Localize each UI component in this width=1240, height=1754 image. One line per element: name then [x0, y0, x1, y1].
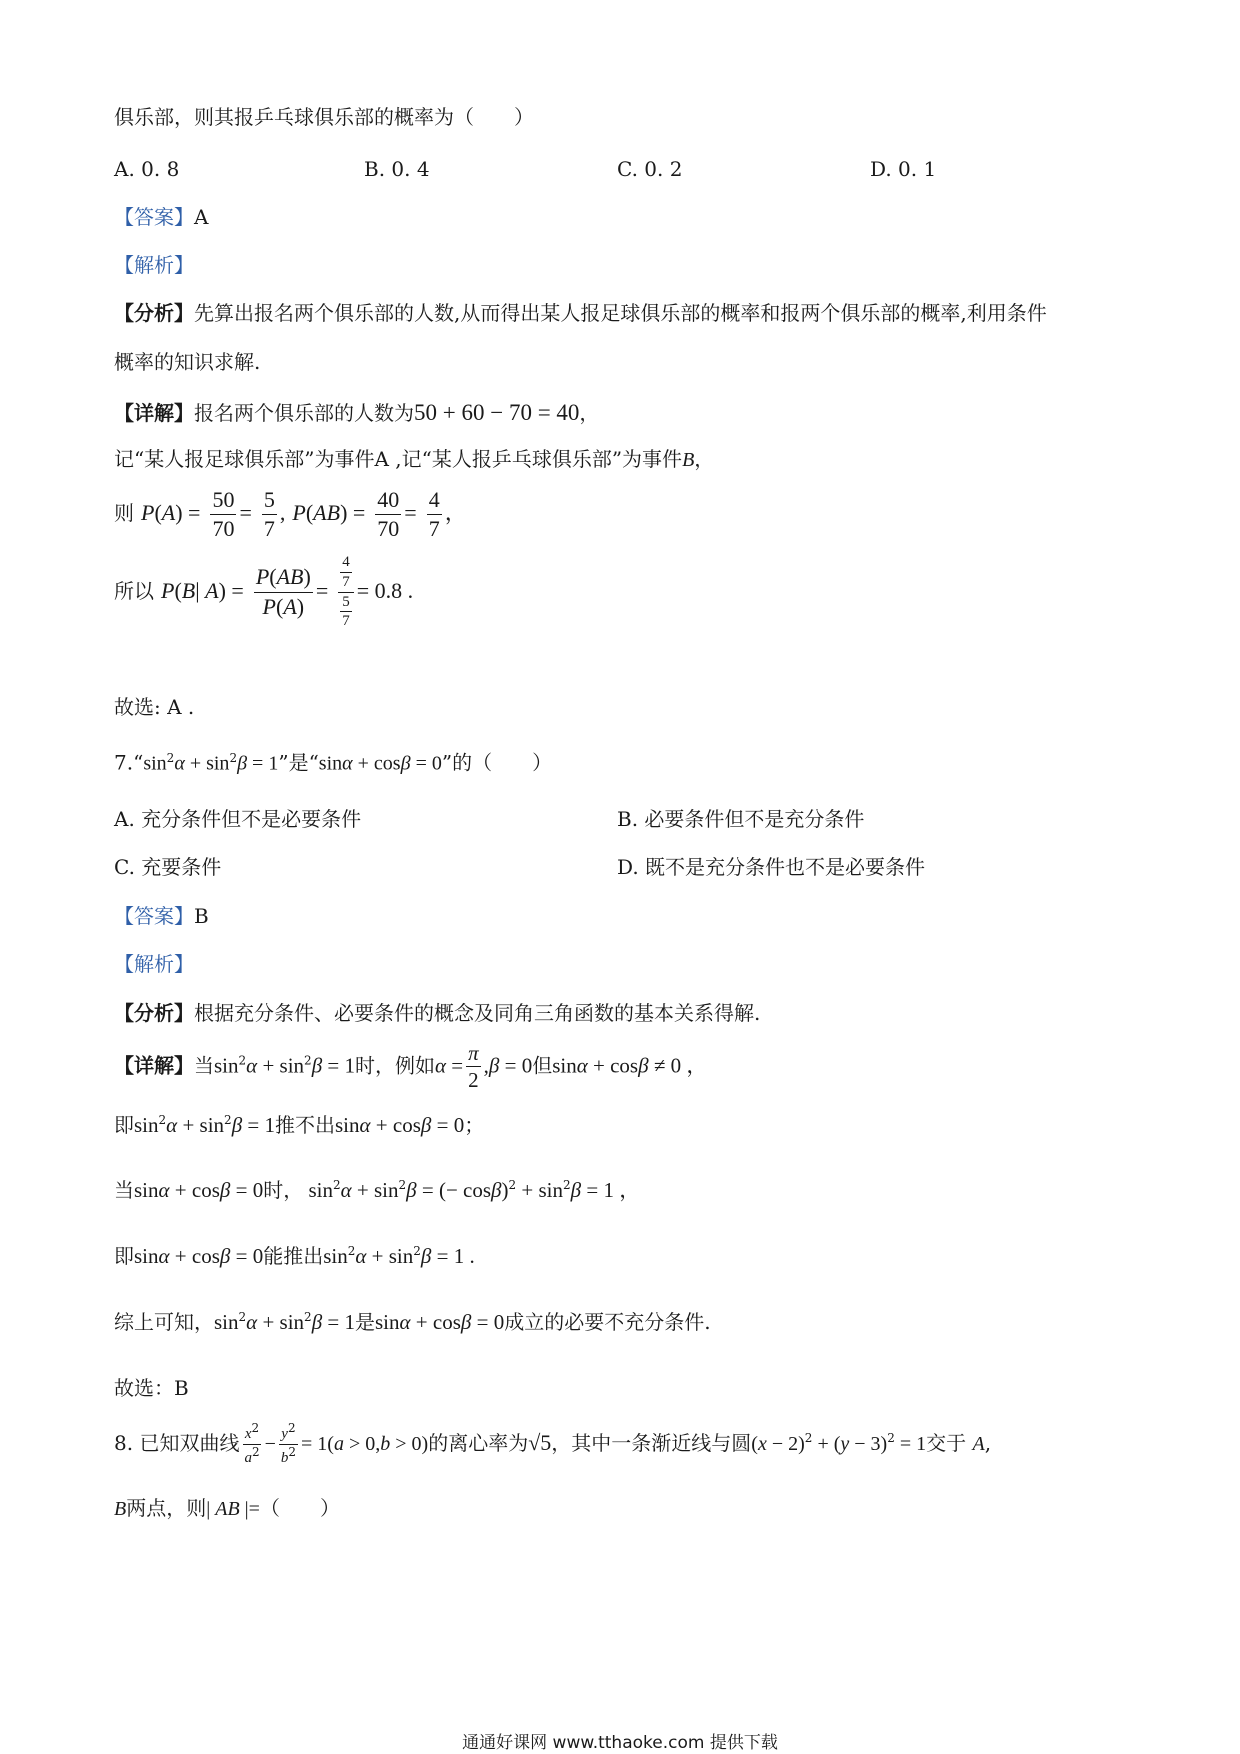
necessary-text: 成立的必要不充分条件. — [504, 1310, 711, 1334]
q6-detail-line-2 — [114, 449, 714, 470]
q6-fenxi-line-1 — [114, 303, 1047, 323]
q6-detail-line-1 — [114, 401, 599, 424]
time-text: 时，例如 — [355, 1053, 435, 1078]
q6-option-a: A. 0. 8 — [114, 157, 180, 181]
ji-text: 即 — [114, 1113, 134, 1137]
detail-text: 记“某人报足球俱乐部”为事件A ,记“某人报乒乓球俱乐部”为事件 — [114, 447, 683, 471]
fenxi-text: 先算出报名两个俱乐部的人数,从而得出某人报足球俱乐部的概率和报两个俱乐部的概率,利用条件 — [194, 301, 1047, 325]
q7-detail-line-2: 即$\sin^2\alpha + \sin^2\beta = 1$推不出sinα + cosβ = 0； — [114, 1113, 485, 1137]
event-b: B — [682, 449, 695, 471]
so-text: 所以 — [114, 579, 154, 603]
when-text: 当 — [194, 1053, 214, 1078]
then-text: 则 — [114, 501, 134, 525]
q6-conditional-line: 所以 P(B| A) = $\frac{P(AB)}{P(A)}$ = $\frac{\frac{4}{7}}{\frac{5}{7}}$ = 0.8 . — [114, 554, 414, 630]
ji-text: 即 — [114, 1244, 134, 1268]
q7-option-c: C. 充要条件 — [114, 855, 222, 879]
q8-stem-line-1: 8. 已知双曲线 $\frac{x^2}{a^2}$ − $\frac{y^2}{b^2}$ = 1(a > 0,b > 0)的离心率为√5，其中一条渐近线与圆$(x - 2)^2 + (y - 3)^2 = 1$交于 A, — [114, 1421, 992, 1466]
q7-option-a: A. 充分条件但不是必要条件 — [114, 807, 362, 831]
q8-stem-text: ，其中一条渐近线与圆 — [551, 1430, 752, 1455]
answer-label: 【答案】 — [114, 205, 194, 229]
q6-analysis-label: 【解析】 — [114, 253, 194, 277]
q8-number: 8. — [114, 1430, 134, 1455]
q7-option-d: D. 既不是充分条件也不是必要条件 — [617, 855, 926, 879]
q7-conclusion: 故选：B — [114, 1376, 189, 1400]
q7-number: 7. — [114, 750, 134, 775]
detail-comma: ， — [579, 401, 600, 425]
detail-math: 50 + 60 − 70 = 40 — [414, 400, 580, 425]
q7-summary: 综上可知，$\sin^2\alpha + \sin^2\beta = 1$是sinα + cosβ = 0成立的必要不充分条件. — [114, 1310, 711, 1334]
q6-option-b: B. 0. 4 — [364, 157, 430, 181]
answer-value: B — [194, 904, 209, 928]
answer-label: 【答案】 — [114, 904, 194, 928]
q7-analysis-label: 【解析】 — [114, 952, 194, 976]
q8-stem-text: 交于 — [926, 1430, 967, 1455]
q8-stem-text: 的离心率为 — [428, 1430, 529, 1455]
answer-value: A — [194, 205, 209, 229]
but-text: 但 — [532, 1053, 553, 1078]
fenxi-label: 【分析】 — [114, 301, 194, 325]
q7-stem: $7.“\sin^2\alpha + \sin^2\beta = 1$”是“sinα + cosβ = 0”的（ ） — [114, 750, 553, 775]
summary-text: 综上可知， — [114, 1310, 214, 1334]
fenxi-label: 【分析】 — [114, 1001, 194, 1025]
q8-stem-text: 已知双曲线 — [139, 1430, 240, 1455]
detail-text: 报名两个俱乐部的人数为 — [194, 401, 414, 425]
semicolon: ； — [464, 1113, 485, 1137]
q7-answer — [114, 906, 209, 926]
q7-detail-line-1: 【详解】当$\sin^2\alpha + \sin^2\beta = 1$时，例如α = $\frac{\pi}{2}$ ,β = 0但sinα + cosβ ≠ 0 ， — [114, 1041, 708, 1093]
q7-option-b: B. 必要条件但不是充分条件 — [617, 807, 865, 831]
when-text: 当 — [114, 1178, 134, 1202]
q6-option-d: D. 0. 1 — [870, 157, 937, 181]
q7-stem-is: 是 — [288, 750, 309, 775]
q6-conclusion: 故选: A . — [114, 695, 195, 719]
page-footer: 通通好课网 www.tthaoke.com 提供下载 — [462, 1733, 778, 1753]
q8-stem-text: 两点，则 — [126, 1496, 207, 1520]
q8-stem-line-2: B两点，则| AB |=（ ） — [114, 1496, 340, 1520]
q7-detail-line-3: 当sinα + cosβ = 0时， $\sin^2\alpha + \sin^2\beta$ = (− $\cos\beta)^2 + \sin^2\beta = 1$ ， — [114, 1178, 641, 1202]
q6-fenxi-line-2: 概率的知识求解. — [114, 350, 261, 374]
q6-stem-tail: 俱乐部，则其报乒乓球俱乐部的概率为（ ） — [114, 105, 534, 129]
q8-stem-text: （ ） — [259, 1496, 340, 1520]
q6-answer — [114, 207, 208, 227]
can-text: 能推出 — [263, 1244, 324, 1268]
detail-label: 【详解】 — [114, 401, 194, 425]
time-text: 时， — [263, 1178, 304, 1202]
is-text: 是 — [355, 1310, 375, 1334]
q7-detail-line-4: 即sinα + cosβ = 0能推出$\sin^2\alpha + \sin^2\beta = 1$ . — [114, 1244, 475, 1268]
detail-label: 【详解】 — [114, 1053, 194, 1078]
cannot-text: 推不出 — [275, 1113, 335, 1137]
q6-probability-line: 则 P(A) = $\frac{50}{70}$ = $\frac{5}{7}$ , P(AB) = $\frac{40}{70}$ = $\frac{4}{7}$ ， — [114, 487, 467, 541]
q6-option-c: C. 0. 2 — [617, 157, 683, 181]
q7-stem-end: 的（ ） — [452, 750, 553, 775]
detail-comma: ， — [694, 447, 715, 471]
q7-fenxi — [114, 1003, 760, 1023]
fenxi-text: 根据充分条件、必要条件的概念及同角三角函数的基本关系得解. — [194, 1001, 761, 1025]
